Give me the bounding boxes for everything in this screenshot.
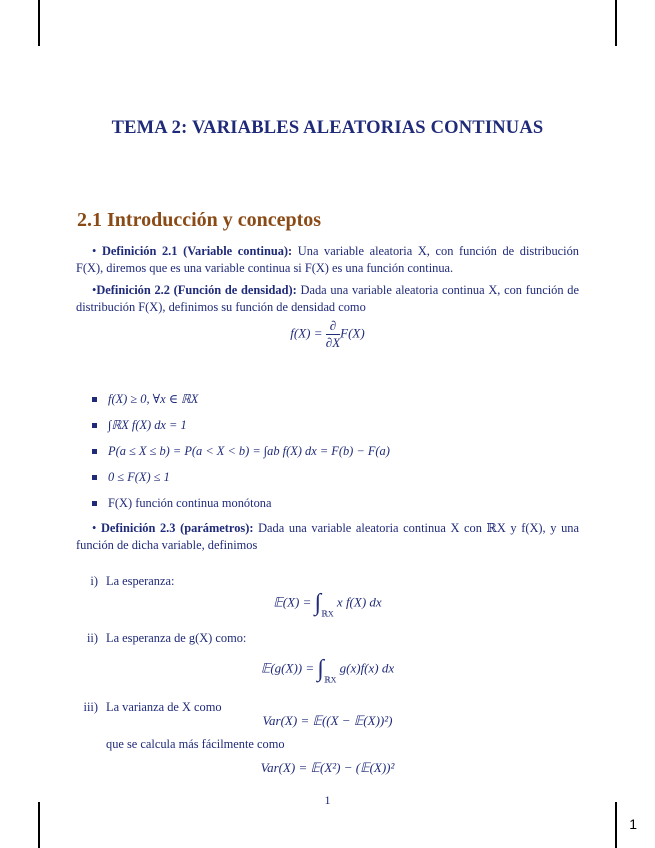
partial-fraction bbox=[326, 318, 340, 351]
list-item: P(a ≤ X ≤ b) = P(a < X < b) = ∫ab f(X) dx = F(b) − F(a) bbox=[92, 440, 390, 466]
fraction-numerator: ∂ bbox=[326, 318, 340, 335]
definition-text: Una variable aleatoria X, con función de distribución F(X), diremos que es una variable continua si F(X) es una función continua. bbox=[76, 244, 579, 275]
fraction-denominator: ∂X bbox=[325, 335, 341, 350]
section-heading: 2.1 Introducción y conceptos bbox=[77, 209, 322, 231]
properties-list bbox=[92, 388, 390, 518]
eq-rhs: F(X) bbox=[340, 325, 365, 341]
item-label: iii) bbox=[83, 700, 98, 714]
bullet-square-icon bbox=[92, 423, 97, 428]
bullet: • bbox=[92, 244, 97, 258]
bullet-square-icon bbox=[92, 475, 97, 480]
expectation-equation: 𝔼(X) = $\int_{ℝX}$ x f(X) dx bbox=[273, 590, 382, 619]
bullet-square-icon bbox=[92, 449, 97, 454]
definition-2-1 bbox=[76, 243, 579, 277]
crop-mark-bottom-left bbox=[0, 802, 40, 848]
item-expectation-g bbox=[70, 631, 246, 646]
definition-heading: Definición 2.3 (parámetros): bbox=[100, 521, 254, 535]
page-number: 1 bbox=[324, 793, 331, 807]
bullet: • bbox=[92, 521, 97, 535]
bullet-square-icon bbox=[92, 501, 97, 506]
bullet: • bbox=[92, 283, 97, 297]
item-label: i) bbox=[90, 574, 98, 588]
list-item: ∫ℝX f(X) dx = 1 bbox=[92, 414, 390, 440]
definition-text: Dada una variable aleatoria continua X con ℝX y f(X), y una función de dicha variable, definimos bbox=[76, 521, 579, 552]
definition-text: Dada una variable aleatoria continua X, con función de distribución F(X), definimos su función de densidad como bbox=[76, 283, 579, 314]
item-label: ii) bbox=[86, 631, 98, 645]
variance-note: que se calcula más fácilmente como bbox=[106, 737, 285, 751]
item-expectation bbox=[70, 574, 174, 589]
integral-symbol: ∫ bbox=[317, 656, 324, 682]
item-text: La esperanza de g(X) como: bbox=[106, 631, 247, 645]
list-item: f(X) ≥ 0, ∀x ∈ ℝX bbox=[92, 388, 390, 414]
viewer-page-indicator: 1 bbox=[629, 816, 637, 832]
document-title: TEMA 2: VARIABLES ALEATORIAS CONTINUAS bbox=[111, 118, 544, 138]
list-item: F(X) función continua monótona bbox=[92, 492, 390, 518]
eq-lhs: f(X) = bbox=[290, 325, 323, 341]
bullet-square-icon bbox=[92, 397, 97, 402]
definition-2-3 bbox=[76, 520, 579, 554]
list-item: 0 ≤ F(X) ≤ 1 bbox=[92, 466, 390, 492]
variance-simplified-equation: Var(X) = 𝔼(X²) − (𝔼(X))² bbox=[260, 760, 395, 775]
expectation-g-equation: 𝔼(g(X)) = $\int_{ℝX}$ g(x)f(x) dx bbox=[260, 656, 395, 685]
crop-mark-top-left bbox=[0, 0, 40, 46]
definition-2-2 bbox=[76, 282, 579, 316]
density-equation bbox=[0, 318, 655, 351]
crop-mark-top-right bbox=[615, 0, 655, 46]
definition-heading: Definición 2.1 (Variable continua): bbox=[101, 244, 293, 258]
item-text: La varianza de X como bbox=[106, 700, 222, 714]
definition-heading: Definición 2.2 (Función de densidad): bbox=[96, 283, 297, 297]
integral-symbol: ∫ bbox=[314, 590, 322, 616]
item-text: La esperanza: bbox=[106, 574, 175, 588]
variance-equation: Var(X) = 𝔼((X − 𝔼(X))²) bbox=[262, 713, 393, 728]
